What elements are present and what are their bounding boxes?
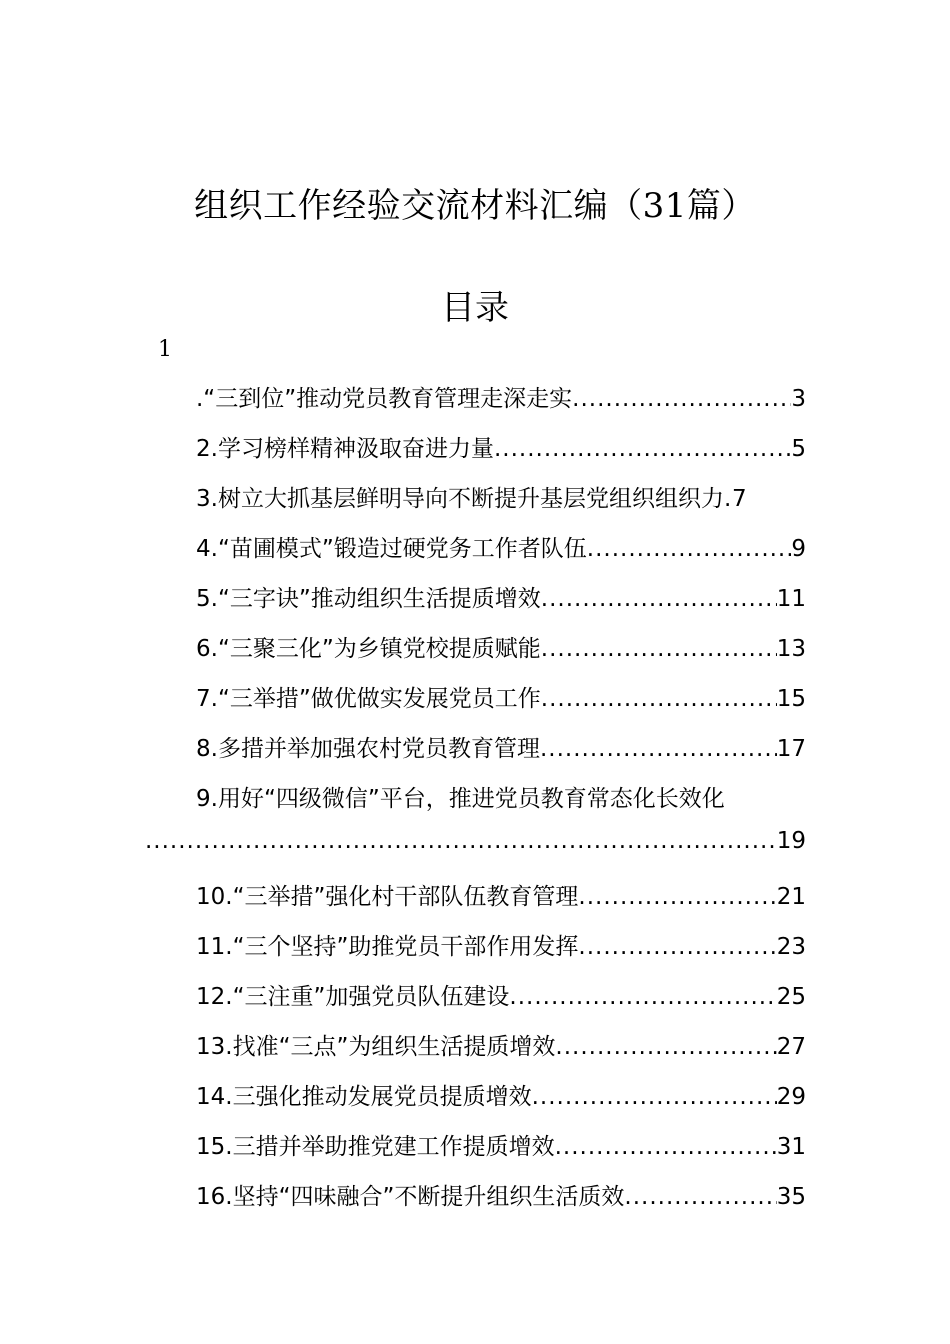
leader-dots bbox=[587, 536, 792, 562]
toc-entry[interactable] bbox=[196, 928, 806, 968]
leader-dots bbox=[494, 436, 791, 462]
toc-entry-title: 15.三措并举助推党建工作提质增效 bbox=[196, 1134, 555, 1160]
leader-dots bbox=[541, 686, 777, 712]
toc-entry[interactable] bbox=[196, 1178, 806, 1218]
leader-dots bbox=[624, 1184, 776, 1210]
toc-entry-title: 12.“三注重”加强党员队伍建设 bbox=[196, 984, 510, 1010]
toc-entry-page: 35 bbox=[776, 1184, 806, 1210]
toc-entry-page: 19 bbox=[776, 828, 806, 854]
leader-dots bbox=[541, 586, 777, 612]
toc-entry[interactable] bbox=[196, 380, 806, 420]
leader-dots bbox=[555, 1034, 776, 1060]
toc-entry-page: 21 bbox=[776, 884, 806, 910]
toc-entry[interactable] bbox=[196, 1078, 806, 1118]
toc-entry[interactable] bbox=[196, 978, 806, 1018]
toc-entry-title: 9.用好“四级微信”平台，推进党员教育常态化长效化 bbox=[196, 786, 725, 812]
title-count: 31 bbox=[642, 186, 687, 226]
leader-dots bbox=[509, 984, 776, 1010]
toc-entry-title: 7.“三举措”做优做实发展党员工作 bbox=[196, 686, 541, 712]
toc-entry[interactable] bbox=[196, 1028, 806, 1068]
leader-dots bbox=[541, 636, 777, 662]
toc-entry[interactable] bbox=[196, 680, 806, 720]
toc-heading: 目录 bbox=[441, 288, 509, 328]
toc-entry-page: 11 bbox=[776, 586, 806, 612]
toc-entry[interactable] bbox=[196, 580, 806, 620]
leader-dots bbox=[724, 486, 732, 512]
toc-entry-title: 3.树立大抓基层鲜明导向不断提升基层党组织组织力 bbox=[196, 486, 724, 512]
leader-dots bbox=[572, 386, 791, 412]
toc-entry-page: 15 bbox=[776, 686, 806, 712]
toc-entry[interactable] bbox=[196, 780, 806, 820]
toc-entry-title: .“三到位”推动党员教育管理走深走实 bbox=[196, 386, 573, 412]
toc-entry-page: 23 bbox=[776, 934, 806, 960]
toc-entry-page: 7 bbox=[731, 486, 747, 512]
toc-entry-title: 14.三强化推动发展党员提质增效 bbox=[196, 1084, 532, 1110]
toc-entry-title: 2.学习榜样精神汲取奋进力量 bbox=[196, 436, 494, 462]
toc-entry[interactable] bbox=[196, 480, 806, 520]
toc-entry-page: 29 bbox=[776, 1084, 806, 1110]
document-title bbox=[0, 178, 950, 227]
toc-entry[interactable] bbox=[196, 730, 806, 770]
toc-entry-title: 13.找准“三点”为组织生活提质增效 bbox=[196, 1034, 556, 1060]
toc-entry-page: 3 bbox=[791, 386, 806, 412]
leader-dots bbox=[578, 884, 776, 910]
toc-entry-title: 5.“三字诀”推动组织生活提质增效 bbox=[196, 586, 541, 612]
toc-entry-page: 27 bbox=[776, 1034, 806, 1060]
toc-entry-title: 11.“三个坚持”助推党员干部作用发挥 bbox=[196, 934, 579, 960]
toc-entry[interactable] bbox=[196, 530, 806, 570]
toc-entry[interactable] bbox=[196, 630, 806, 670]
toc-entry-title: 4.“苗圃模式”锻造过硬党务工作者队伍 bbox=[196, 536, 587, 562]
toc-entry-page: 25 bbox=[776, 984, 806, 1010]
toc-entry-title: 16.坚持“四味融合”不断提升组织生活质效 bbox=[196, 1184, 625, 1210]
toc-entry[interactable] bbox=[196, 430, 806, 470]
toc-entry-page: 5 bbox=[791, 436, 806, 462]
stray-number: 1 bbox=[158, 337, 172, 362]
toc-entry-page: 9 bbox=[791, 536, 806, 562]
toc-entry[interactable] bbox=[196, 1128, 806, 1168]
toc-entry[interactable] bbox=[196, 878, 806, 918]
toc-entry-title: 6.“三聚三化”为乡镇党校提质赋能 bbox=[196, 636, 541, 662]
title-suffix: 篇） bbox=[686, 186, 756, 226]
leader-dots bbox=[145, 828, 777, 854]
toc-entry-title: 10.“三举措”强化村干部队伍教育管理 bbox=[196, 884, 579, 910]
toc-entry-continuation[interactable] bbox=[145, 828, 806, 868]
title-text: 组织工作经验交流材料汇编（ bbox=[194, 186, 643, 226]
toc-entry-title: 8.多措并举加强农村党员教育管理 bbox=[196, 736, 540, 762]
toc-entry-page: 31 bbox=[776, 1134, 806, 1160]
toc-entry-page: 13 bbox=[776, 636, 806, 662]
toc-entry-page: 17 bbox=[776, 736, 806, 762]
leader-dots bbox=[540, 736, 777, 762]
leader-dots bbox=[578, 934, 776, 960]
leader-dots bbox=[532, 1084, 777, 1110]
leader-dots bbox=[555, 1134, 777, 1160]
